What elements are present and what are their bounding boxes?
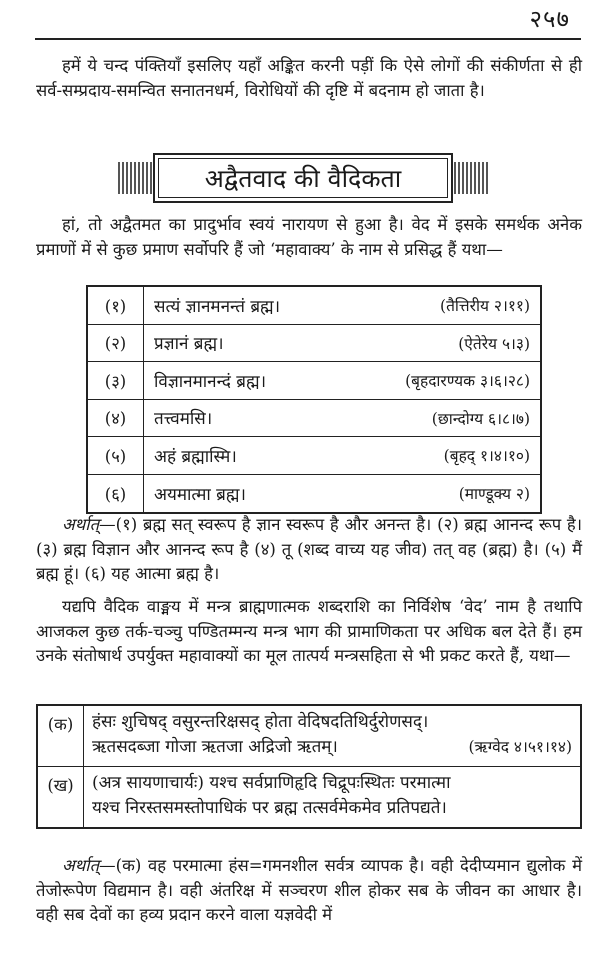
meaning-paragraph-2 [36, 854, 582, 928]
table-row [88, 287, 540, 325]
section-heading-block [118, 153, 490, 205]
para3-line-4: मन्त्रसहिता से भी प्रकट करते हैं, यथा— [334, 646, 571, 665]
page-number: २५७ [529, 5, 570, 33]
para2-line-2: अनेक प्रमाणों में से कुछ प्रमाण सर्वोपरि हैं जो ‘महावाक्य’ के नाम से प्रसिद्ध हैं [36, 215, 583, 259]
table-row [88, 475, 540, 513]
row-number: (४) [88, 400, 144, 437]
mahavakya-reference: (बृहद् १।४।१०) [443, 447, 530, 466]
mahavakya-table [86, 285, 542, 514]
paragraph-mahavakya-intro [36, 213, 582, 262]
row-number: (३) [88, 362, 144, 399]
table-row [88, 437, 540, 475]
mahavakya-text: तत्त्वमसि। [154, 409, 213, 430]
para3-line-1: यद्यपि वैदिक वाङ्मय में मन्त्र ब्राह्मणात्मक शब्दराशि का निर्विशेष ‘वेद’ नाम [62, 597, 520, 616]
header-rule [35, 38, 581, 40]
row-label: (क) [38, 706, 84, 766]
table-row [38, 767, 580, 827]
commentary-line-1: (अत्र सायणाचार्यः) यश्च सर्वप्राणिहृदि चिद्रूपःस्थितः परमात्मा [92, 773, 451, 793]
table-row [38, 706, 580, 767]
meaning2-line-3: जीवन का आधार है। वही सब देवों का हव्य प्रदान करने वाला यज्ञवेदी में [36, 880, 583, 924]
para3-line-3: अधिक बल देते हैं। हम उनके संतोषार्थ उपर्युक्त महावाक्यों का मूल तात्पर्य [36, 621, 582, 665]
heading-frame [153, 153, 453, 203]
meaning2-line-2: द्युलोक में तेजोरूपेण विद्यमान है। वही अंतरिक्ष में सञ्चरण शील होकर सब के [36, 856, 582, 900]
row-number: (६) [88, 475, 144, 513]
intro-line-2: संकीर्णता से ही सर्व-सम्प्रदाय-समन्वित सनातनधर्म, विरोधियों की दृष्टि में बदनाम [36, 56, 582, 100]
meaning2-line-1: —(क) वह परमात्मा हंस=गमनशील सर्वत्र व्यापक है। वही देदीप्यमान [99, 856, 520, 875]
row-label: (ख) [38, 767, 84, 827]
table-row [88, 400, 540, 438]
mahavakya-text: प्रज्ञानं ब्रह्म। [154, 334, 224, 355]
meaning1-line-2: (२) ब्रह्म आनन्द रूप है। (३) ब्रह्म विज्ञान और आनन्द रूप है (४) तू (शब्द वाच्य [36, 515, 582, 559]
mantra-line-2: ऋतसदब्जा गोजा ऋतजा अद्रिजो ऋतम्। [92, 737, 338, 757]
mahavakya-reference: (ऐतेरेय ५।३) [458, 334, 530, 353]
row-number: (१) [88, 287, 144, 324]
mahavakya-reference: (बृहदारण्यक ३।६।२८) [405, 372, 530, 391]
rigveda-table [36, 704, 582, 829]
meaning-paragraph-1 [36, 513, 582, 587]
table-row [88, 362, 540, 400]
intro-line-1: हमें ये चन्द पंक्तियाँ इसलिए यहाँ अङ्कित करनी पड़ीं कि ऐसे लोगों की [62, 56, 484, 75]
para2-line-3: यथा— [461, 239, 503, 259]
mahavakya-text: अहं ब्रह्मास्मि। [154, 446, 237, 467]
mantra-line-1: हंसः शुचिषद् वसुरन्तरिक्षसद् होता वेदिषदतिथिर्दुरोणसद्। [92, 712, 429, 732]
intro-line-3: हो जाता है। [415, 80, 485, 100]
mahavakya-text: सत्यं ज्ञानमनन्तं ब्रह्म। [154, 296, 281, 317]
mahavakya-text: अयमात्मा ब्रह्म। [154, 484, 246, 505]
intro-paragraph [36, 54, 582, 103]
paragraph-mantra-intro [36, 595, 582, 669]
mantra-reference: (ऋग्वेद ४।५१।१४) [468, 738, 572, 756]
meaning1-label: अर्थात् [62, 515, 100, 534]
para2-line-1: हां, तो अद्वैतमत का प्रादुर्भाव स्वयं नारायण से हुआ है। वेद में इसके समर्थक [62, 215, 540, 234]
mahavakya-reference: (तैत्तिरीय २।११) [440, 297, 530, 316]
meaning2-label: अर्थात् [62, 856, 100, 875]
row-number: (५) [88, 437, 144, 474]
row-number: (२) [88, 325, 144, 362]
para3-line-2: है तथापि आजकल कुछ तर्क-चञ्चु पण्डितम्मन्य मन्त्र भाग की प्रामाणिकता पर [36, 597, 583, 641]
meaning1-line-3: यह जीव) तत् वह (ब्रह्म) है। (५) मैं ब्रह्म हूं। (६) यह आत्मा ब्रह्म है। [36, 539, 583, 583]
meaning1-line-1: —(१) ब्रह्म सत् स्वरूप है ज्ञान स्वरूप है और अनन्त है। [99, 515, 432, 534]
mahavakya-reference: (माण्डूक्य २) [458, 485, 530, 504]
section-heading: अद्वैतवाद की वैदिकता [158, 158, 448, 198]
mahavakya-text: विज्ञानमानन्दं ब्रह्म। [154, 371, 267, 392]
mahavakya-reference: (छान्दोग्य ६।८।७) [431, 409, 530, 428]
commentary-line-2: यश्च निरस्तसमस्तोपाधिकं पर ब्रह्म तत्सर्वमेकमेव प्रतिपद्यते। [92, 798, 447, 818]
table-row [88, 325, 540, 363]
